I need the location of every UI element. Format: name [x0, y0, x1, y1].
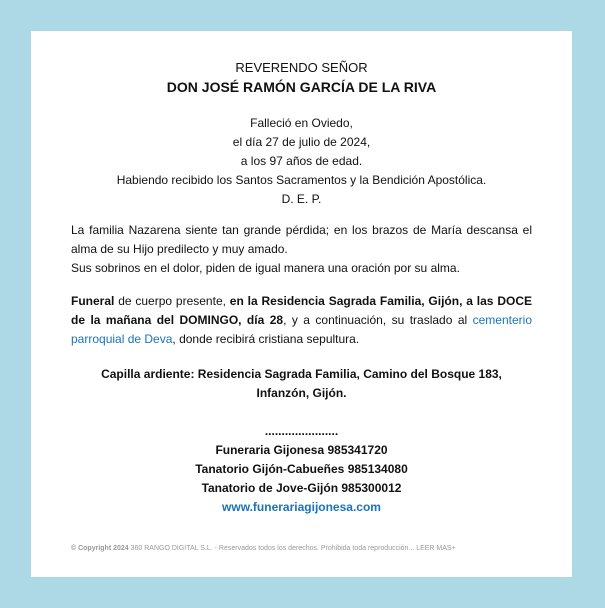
sacraments-line: Habiendo recibido los Santos Sacramentos y la Bendición Apostólica. — [116, 173, 487, 187]
copyright-text[interactable]: 360 RANGO DIGITAL S.L. - Reservados todos los derechos. Prohibida toda reproducción... LEER MAS+ — [128, 545, 456, 552]
cabuenes-contact: Tanatorio Gijón-Cabueñes 985134080 — [195, 462, 408, 476]
deceased-name: DON JOSÉ RAMÓN GARCÍA DE LA RIVA — [166, 79, 437, 95]
nephews-paragraph: Sus sobrinos en el dolor, piden de igual manera una oración por su alma. — [71, 261, 460, 275]
website-link[interactable]: www.funerariagijonesa.com — [222, 500, 381, 514]
funeral-text-1: de cuerpo presente, — [114, 294, 230, 308]
obituary-card — [31, 31, 572, 577]
copyright-footer — [71, 545, 456, 552]
death-age: a los 97 años de edad. — [240, 154, 363, 168]
chapel-line-2: Infanzón, Gijón. — [256, 386, 347, 400]
copyright-bold: © Copyright 2024 — [71, 545, 129, 552]
funeral-info — [71, 292, 532, 349]
death-date: el día 27 de julio de 2024, — [232, 135, 371, 149]
chapel-info — [71, 365, 532, 403]
funeral-text-2: , y a continuación, su traslado al — [283, 313, 473, 327]
chapel-line-1: Capilla ardiente: Residencia Sagrada Familia, Camino del Bosque 183, — [101, 367, 502, 381]
death-place: Falleció en Oviedo, — [250, 116, 353, 130]
separator-dots: ...................... — [264, 424, 339, 438]
family-paragraph: La familia Nazarena siente tan grande pérdida; en los brazos de María descansa el alma de su Hijo predilecto y muy amado. — [71, 223, 532, 256]
jove-contact: Tanatorio de Jove-Gijón 985300012 — [201, 481, 402, 495]
funeral-text-3: , donde recibirá cristiana sepultura. — [172, 332, 360, 346]
rip-line: D. E. P. — [281, 192, 322, 206]
family-message — [71, 221, 532, 278]
honorific-title: REVERENDO SEÑOR — [235, 60, 368, 75]
funeraria-contact: Funeraria Gijonesa 985341720 — [215, 443, 388, 457]
contacts-block — [71, 422, 532, 517]
funeral-location-time: en la Residencia Sagrada Familia, Gijón, a las DOCE de la mañana del DOMINGO, día 28 — [71, 294, 532, 327]
funeral-label: Funeral — [71, 294, 115, 308]
death-details — [71, 114, 532, 209]
cemetery-link[interactable]: cementerio parroquial de Deva — [71, 313, 532, 346]
